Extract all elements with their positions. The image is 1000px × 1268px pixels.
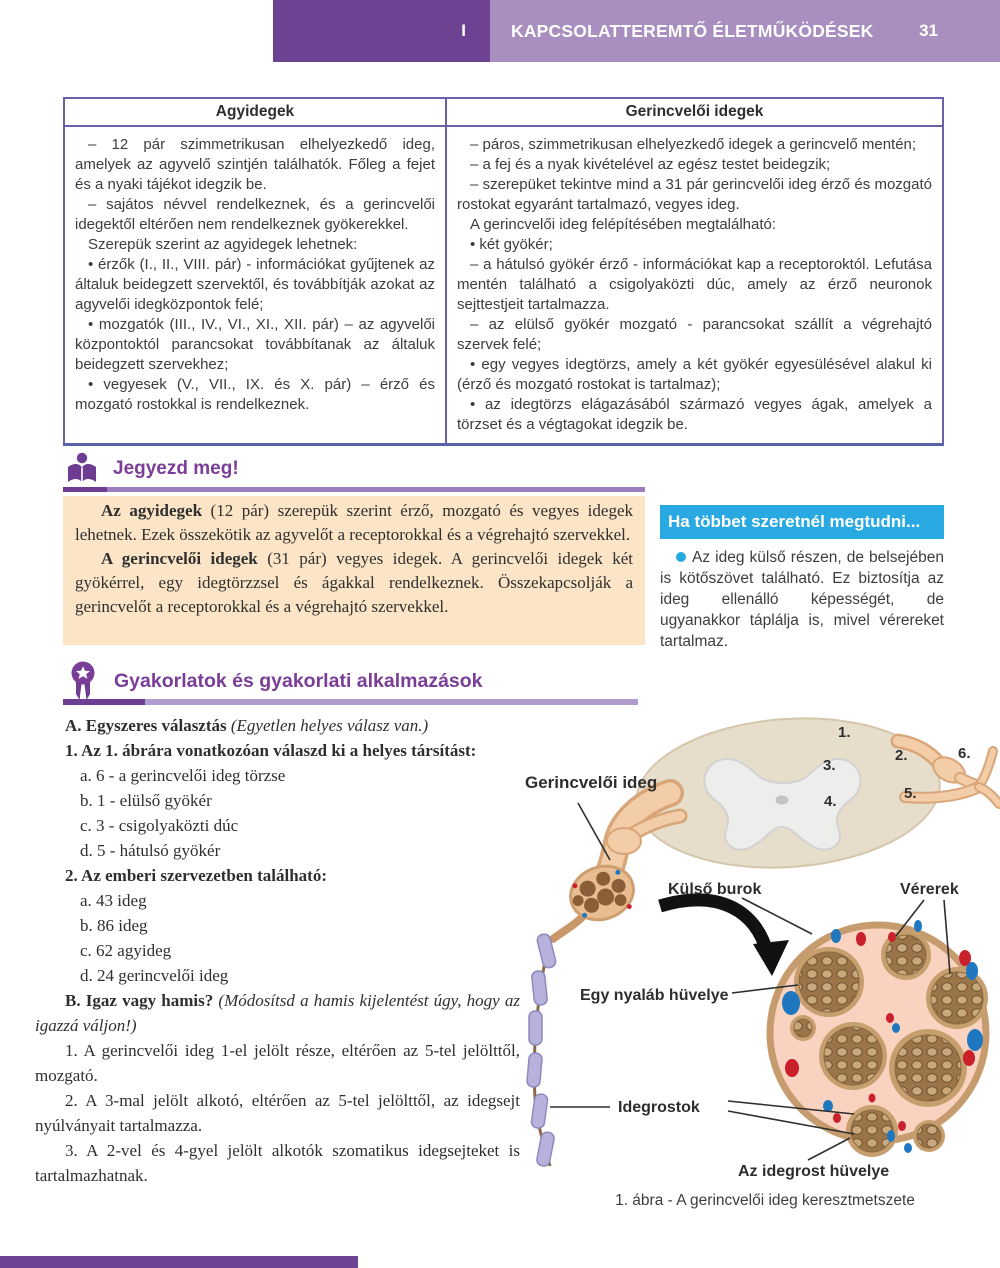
table-paragraph: • mozgatók (III., IV., VI., XI., XII. pár) – az agyvelői központoktól parancsokat továbbítanak az általuk beidegzett szervekhez; xyxy=(75,316,435,373)
table-body xyxy=(65,127,942,443)
answer-option: b. 86 ideg xyxy=(80,916,148,935)
part-b-label: B. Igaz vagy hamis? xyxy=(65,991,214,1010)
page-header-band xyxy=(273,0,1000,62)
myelin-fiber-chain xyxy=(527,933,557,1167)
chapter-title: KAPCSOLATTEREMTŐ ÉLETMŰKÖDÉSEK xyxy=(511,20,874,41)
answer-option: c. 3 - csigolyaközti dúc xyxy=(80,816,239,835)
part-b-note: (Módosítsd a hamis kijelentést úgy, hogy az igazzá váljon!) xyxy=(35,991,520,1035)
bullet-dot-icon xyxy=(676,552,686,562)
table-paragraph: • az idegtörzs elágazásából származó vegyes ágak, amelyek a törzset és a végtagokat idegzik be. xyxy=(457,396,932,433)
table-paragraph: • vegyesek (V., VII., IX. és X. pár) – érző és mozgató rostokkal is rendelkeznek. xyxy=(75,376,435,413)
magnified-cross-section xyxy=(770,920,988,1157)
table-paragraph: A gerincvelői ideg felépítésében megtalálható: xyxy=(470,216,777,233)
exercises-title: Gyakorlatok és gyakorlati alkalmazások xyxy=(114,669,483,692)
label-outer-sheath: Külső burok xyxy=(668,881,762,898)
label-nerve-fibers: Idegrostok xyxy=(618,1099,700,1116)
table-paragraph: – szerepüket tekintve mind a 31 pár gerincvelői ideg érző és mozgató rostokat egyaránt tartalmazó, vegyes ideg. xyxy=(457,176,932,213)
table-paragraph: – 12 pár szimmetrikusan elhelyezkedő ideg, amelyek az agyvelő szintjén találhatók. Főleg a fejet és a nyaki tájékot idegzik be. xyxy=(75,136,435,193)
answer-option: d. 5 - hátulsó gyökér xyxy=(80,841,221,860)
label-bundle-sheath: Egy nyaláb hüvelye xyxy=(580,987,729,1004)
reading-person-icon xyxy=(65,452,99,486)
remember-text: (12 pár) szerepük szerint érző, mozgató és vegyes idegek lehetnek. Ezek összekötik az agyvelőt a receptorokkal és a végrehajtó szervekkel. xyxy=(75,501,633,544)
chapter-block xyxy=(273,0,490,62)
part-a-heading xyxy=(35,713,520,738)
statement: 1. A gerincvelői ideg 1-el jelölt része, eltérően az 5-tel jelölttől, mozgató. xyxy=(35,1041,520,1085)
table-header-agyidegek: Agyidegek xyxy=(65,99,447,125)
part-b-heading xyxy=(35,988,520,1038)
table-paragraph: • egy vegyes idegtörzs, amely a két gyökér egyesülésével alakul ki (érző és mozgató rostokat is tartalmaz); xyxy=(457,356,932,393)
exercises-underline xyxy=(63,699,638,705)
table-paragraph: – az elülső gyökér mozgató - parancsokat szállít a végrehajtó szervek felé; xyxy=(457,316,932,353)
answer-option: c. 62 agyideg xyxy=(80,941,172,960)
more-info-text: Az ideg külső részen, de belsejében is kötőszövet található. Ez biztosítja az ideg ellenálló képességét, de ugyanakkor táplálja is, mivel vérereket tartalmaz. xyxy=(660,549,944,650)
label-blood-vessels: Vérerek xyxy=(900,881,959,898)
question-2: 2. Az emberi szervezetben található: xyxy=(65,866,327,885)
more-info-title: Ha többet szeretnél megtudni... xyxy=(660,505,944,539)
table-paragraph: – páros, szimmetrikusan elhelyezkedő idegek a gerincvelő mentén; xyxy=(470,136,917,153)
question-1: 1. Az 1. ábrára vonatkozóan válaszd ki a helyes társítást: xyxy=(65,741,477,760)
chapter-number: I xyxy=(461,21,466,40)
figure-caption: 1. ábra - A gerincvelői ideg keresztmetszete xyxy=(615,1192,915,1209)
table-header-gerincveloi: Gerincvelői idegek xyxy=(625,103,764,120)
label-spinal-nerve: Gerincvelői ideg xyxy=(525,773,658,792)
table-paragraph: • érzők (I., II., VIII. pár) - információkat gyűjtenek az általuk beidegzett szervektől, és továbbítják azokat az agyvelői idegközpontok felé; xyxy=(75,256,435,313)
remember-section-heading xyxy=(65,452,239,486)
figure-number-1: 1. xyxy=(838,724,851,741)
nerve-cut-face xyxy=(563,858,641,929)
page-number: 31 xyxy=(919,21,938,40)
answer-option: a. 43 ideg xyxy=(80,891,147,910)
answer-option: a. 6 - a gerincvelői ideg törzse xyxy=(80,766,286,785)
remember-paragraph xyxy=(75,499,633,547)
figure-number-4: 4. xyxy=(824,793,837,810)
figure-illustration xyxy=(520,708,1000,1208)
remember-keyword: A gerincvelői idegek xyxy=(101,549,258,568)
exercises-section-heading xyxy=(66,660,483,702)
remember-keyword: Az agyidegek xyxy=(101,501,203,520)
table-header-row xyxy=(65,99,942,127)
label-fiber-sheath: Az idegrost hüvelye xyxy=(738,1163,890,1180)
figure-number-6: 6. xyxy=(958,745,971,762)
table-paragraph: – a hátulsó gyökér érző - információkat kap a receptoroktól. Lefutása mentén található a csigolyaközti dúc, amely az érző neuronok sejttestjeit tartalmazza. xyxy=(457,256,932,313)
more-info-box xyxy=(660,505,944,652)
footer-bar xyxy=(0,1256,358,1268)
statement: 3. A 2-vel és 4-gyel jelölt alkotók szomatikus idegsejteket is tartalmazhatnak. xyxy=(35,1141,520,1185)
answer-option: b. 1 - elülső gyökér xyxy=(80,791,212,810)
remember-underline xyxy=(63,487,645,492)
table-cell-gerincveloi xyxy=(447,127,942,443)
table-paragraph: – a fej és a nyak kivételével az egész testet beidegzik; xyxy=(470,156,831,173)
figure-number-3: 3. xyxy=(823,757,836,774)
figure-number-2: 2. xyxy=(895,747,908,764)
more-info-body xyxy=(660,547,944,652)
award-medal-icon xyxy=(66,660,100,702)
exercises-text xyxy=(35,713,520,1188)
remember-paragraph xyxy=(75,547,633,619)
statement: 2. A 3-mal jelölt alkotó, eltérően az 5-tel jelölttől, az idegsejt nyúlványait tartalmazza. xyxy=(35,1091,520,1135)
table-paragraph: • két gyökér; xyxy=(470,236,553,253)
remember-text: (31 pár) vegyes idegek. A gerincvelői idegek két gyökérrel, egy idegtörzzsel és ágakkal rendelkeznek. Összekapcsolják a gerincvelőt a receptorokkal és a végrehajtó szervekkel. xyxy=(75,549,633,616)
remember-box xyxy=(63,496,645,645)
comparison-table xyxy=(63,97,944,446)
part-a-label: A. Egyszeres választás xyxy=(65,716,227,735)
answer-option: d. 24 gerincvelői ideg xyxy=(80,966,229,985)
table-paragraph: Szerepük szerint az agyidegek lehetnek: xyxy=(88,236,358,253)
spinal-nerve-trunk xyxy=(553,793,680,939)
remember-title: Jegyezd meg! xyxy=(113,458,239,479)
part-a-note: (Egyetlen helyes válasz van.) xyxy=(230,716,429,735)
figure-number-5: 5. xyxy=(904,785,917,802)
table-paragraph: – sajátos névvel rendelkeznek, és a gerincvelői idegektől eltérően nem rendelkeznek gyökerekkel. xyxy=(75,196,435,233)
table-cell-agyidegek xyxy=(65,127,447,443)
